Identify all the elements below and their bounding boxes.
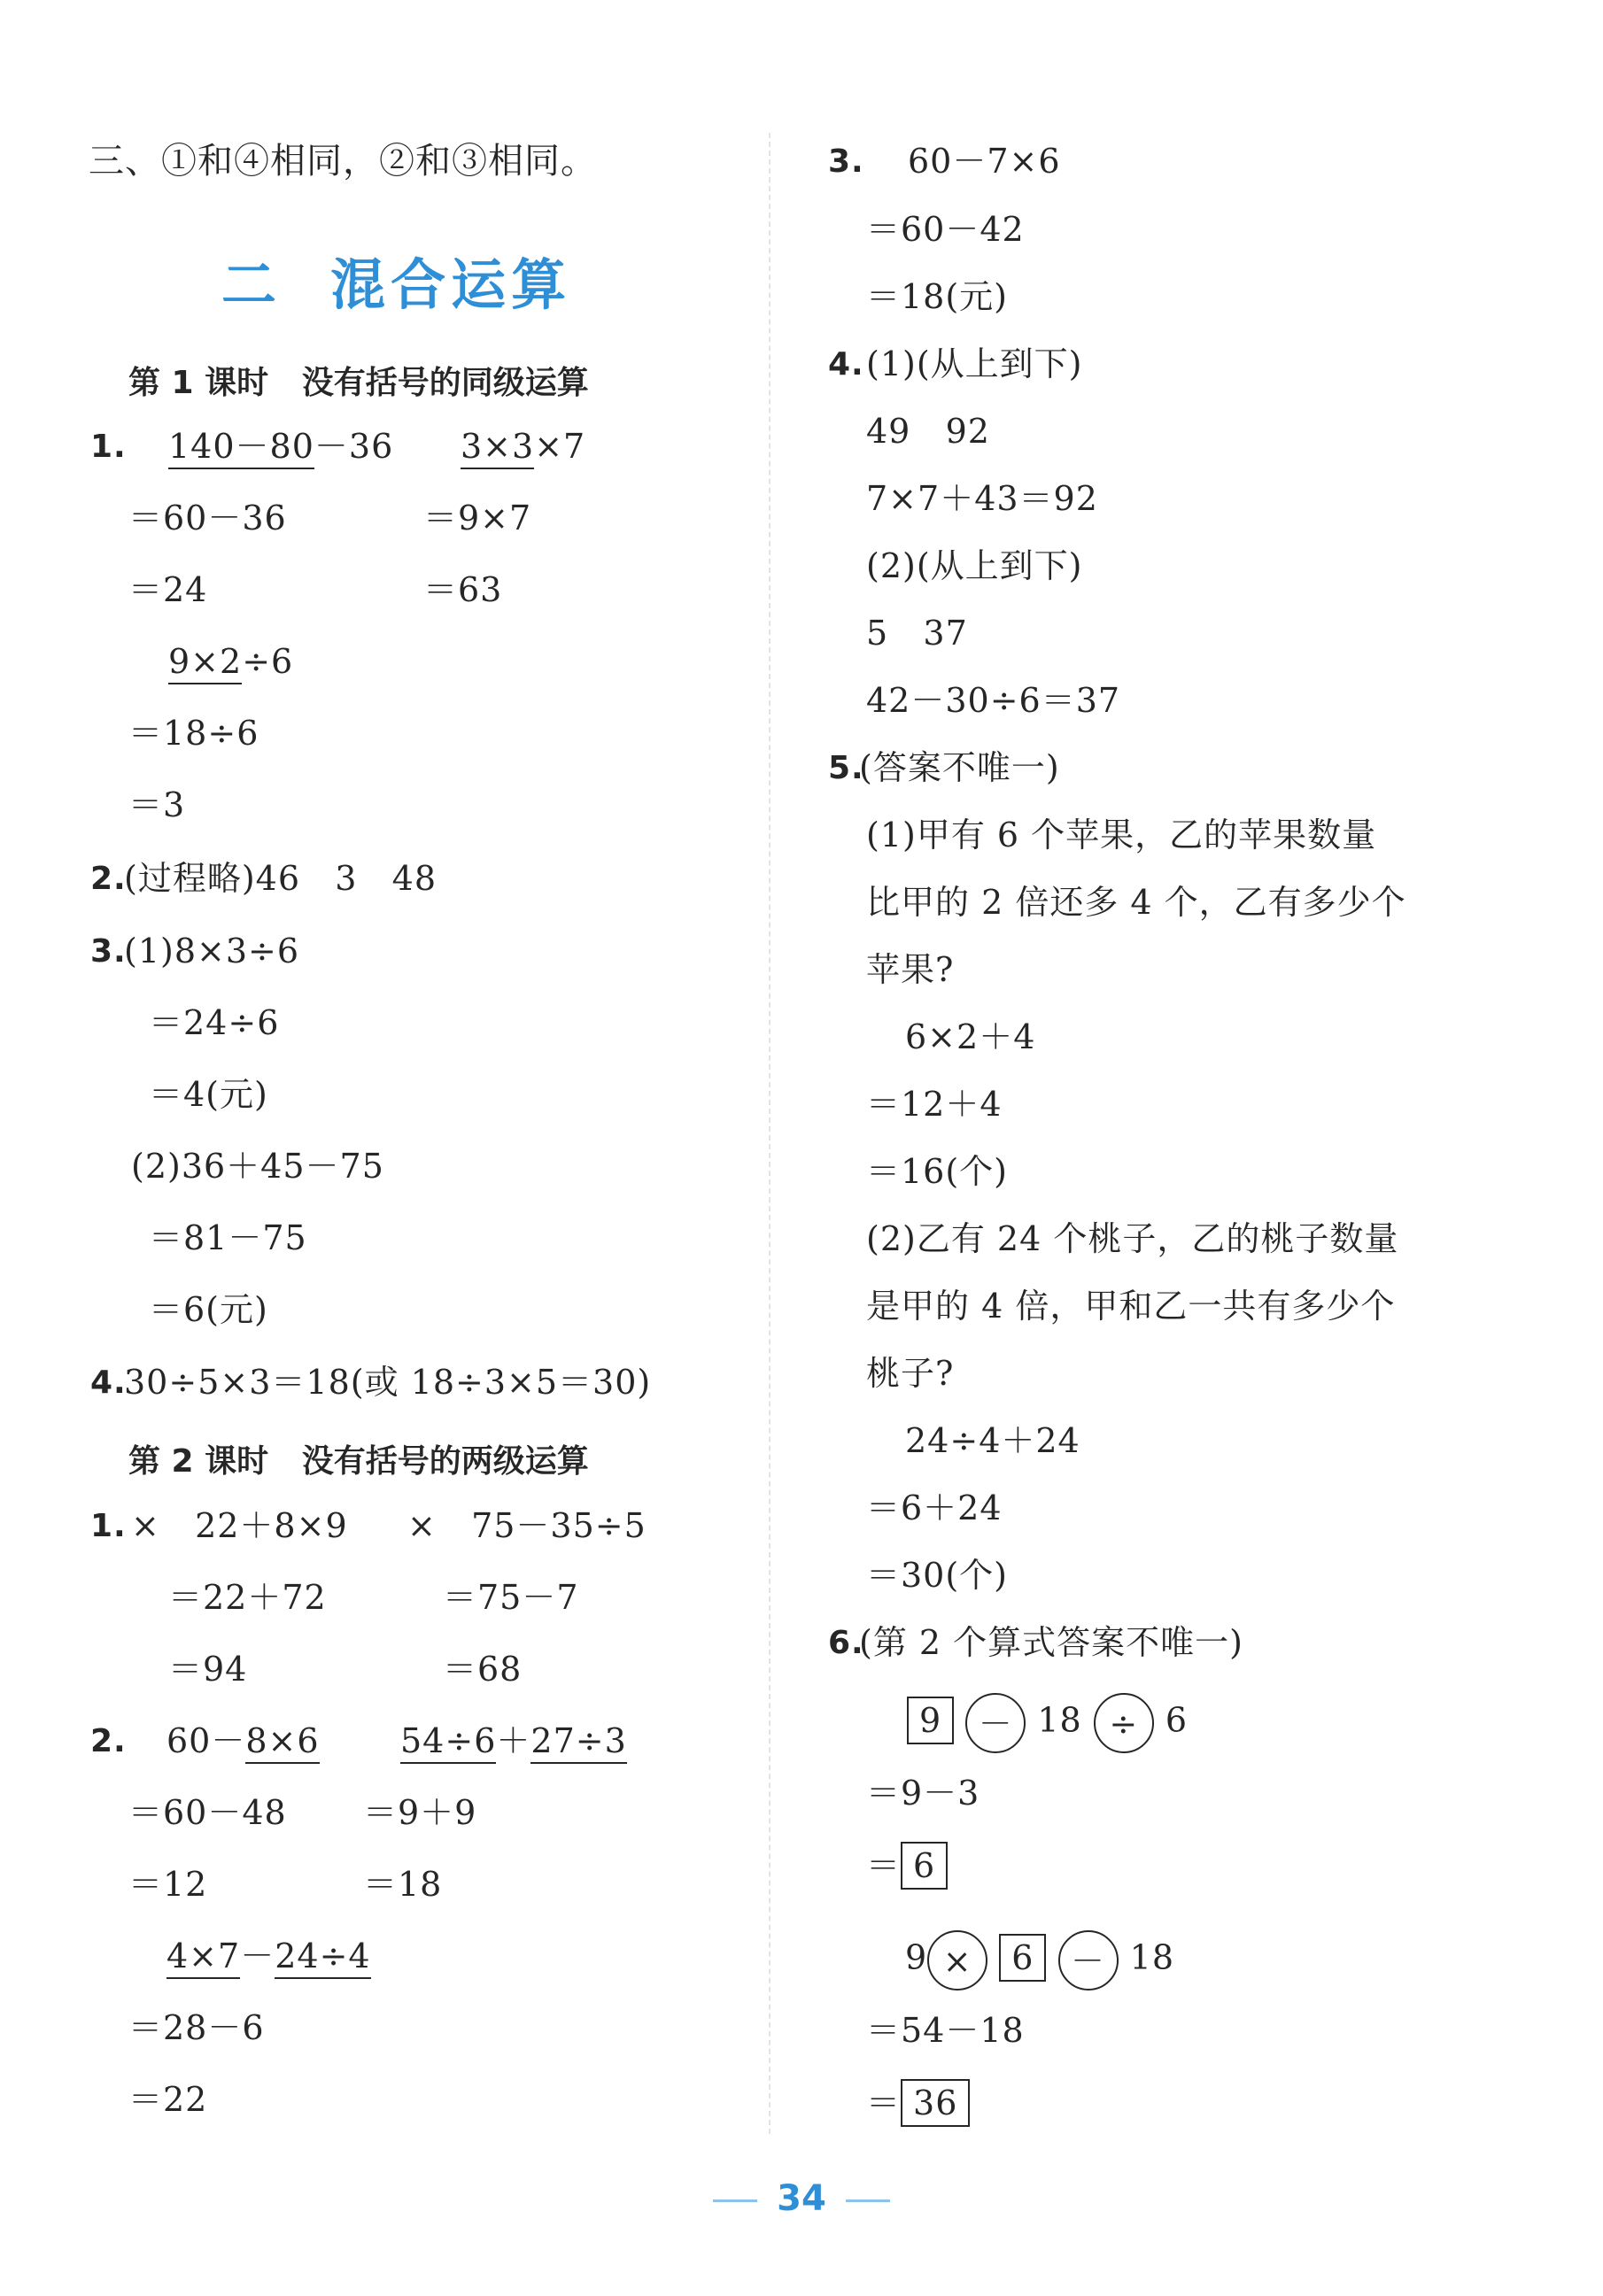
l2-q1-number: 1. — [90, 1508, 127, 1544]
r-q5-p1-line3: 苹果? — [866, 950, 955, 989]
l2-q1-b-step2: ＝68 — [443, 1650, 523, 1689]
column-divider — [769, 133, 771, 2134]
underline-part: 54÷6 — [400, 1721, 496, 1764]
l2-q2-expr-a — [166, 1721, 320, 1760]
answer-box: 6 — [901, 1842, 948, 1890]
r-q5-p2-expr: 24÷4＋24 — [905, 1421, 1080, 1460]
l1-q3-part1: (1)8×3÷6 — [124, 932, 300, 970]
r-q5-p2-line2: 是甲的 4 倍，甲和乙一共有多少个 — [866, 1287, 1396, 1326]
expr-number: 18 — [1129, 1937, 1175, 1977]
r-q5-p2-line3: 桃子? — [866, 1354, 955, 1393]
r-q6-expr2-step1: ＝54－18 — [866, 2011, 1025, 2050]
r-q5-head: (答案不唯一) — [859, 748, 1060, 787]
r-q6-number: 6. — [828, 1625, 864, 1661]
l1-q1-c-step2: ＝3 — [128, 785, 186, 824]
l1-q3-part2: (2)36＋45－75 — [131, 1147, 384, 1186]
l2-q2-c-step1: ＝28－6 — [128, 2008, 265, 2047]
lesson2-title: 第 2 课时 没有括号的两级运算 — [128, 1443, 589, 1480]
expr-rest: ÷6 — [242, 642, 294, 681]
r-q5-number: 5. — [828, 750, 864, 786]
expr-rest: －36 — [314, 427, 394, 466]
underline-part: 4×7 — [166, 1937, 240, 1979]
l2-q2-number: 2. — [90, 1723, 127, 1759]
expr-number: 18 — [1037, 1700, 1082, 1740]
l1-q4-number: 4. — [90, 1364, 127, 1401]
r-q6-expr1 — [907, 1693, 1188, 1753]
r-q5-p2-step1: ＝6＋24 — [866, 1488, 1003, 1527]
l2-q2-expr-c — [166, 1939, 371, 1973]
l1-q2-answer: (过程略)46 3 48 — [124, 859, 438, 898]
l1-q1-b-step2: ＝63 — [423, 570, 503, 609]
r-q4-part1: (1)(从上到下) — [866, 344, 1083, 383]
underline-part: 9×2 — [168, 642, 242, 684]
section-title: 二 混合运算 — [221, 252, 572, 317]
r-q3-expr: 60－7×6 — [908, 142, 1061, 181]
answer-box: 6 — [999, 1934, 1046, 1982]
l1-q1-a-step1: ＝60－36 — [128, 499, 287, 537]
page-number-dash-left — [713, 2199, 757, 2202]
r-q4-part1-equation: 7×7＋43＝92 — [866, 479, 1098, 518]
r-q5-p1-line1: (1)甲有 6 个苹果，乙的苹果数量 — [866, 816, 1377, 854]
r-q3-number: 3. — [828, 143, 864, 180]
l1-q3-part1-step2: ＝4(元) — [149, 1075, 268, 1114]
l2-q2-b-step1: ＝9＋9 — [363, 1793, 477, 1832]
answer-box: 36 — [901, 2079, 970, 2127]
l2-q2-c-step2: ＝22 — [128, 2080, 208, 2119]
r-q3-step2: ＝18(元) — [866, 277, 1009, 316]
l1-q1-c-step1: ＝18÷6 — [128, 714, 259, 753]
operator-circle: － — [1058, 1930, 1119, 1991]
l1-q4-answer: 30÷5×3＝18(或 18÷3×5＝30) — [124, 1363, 652, 1402]
expr-number: 9 — [905, 1937, 928, 1977]
l1-q1-expr-c — [168, 642, 294, 681]
l1-q1-expr-b — [461, 427, 586, 466]
r-q3-step1: ＝60－42 — [866, 210, 1025, 249]
r-q5-p1-step2: ＝16(个) — [866, 1152, 1009, 1191]
answer-box: 9 — [907, 1697, 954, 1744]
equals-sign: ＝ — [866, 1846, 902, 1885]
l2-q2-b-step2: ＝18 — [363, 1865, 443, 1904]
equals-sign: ＝ — [866, 2083, 902, 2122]
r-q4-number: 4. — [828, 346, 864, 383]
operator-circle: － — [965, 1693, 1026, 1753]
r-q6-expr2-result — [866, 2079, 970, 2127]
l1-q1-number: 1. — [90, 429, 127, 465]
r-q6-expr1-result — [866, 1842, 948, 1890]
l1-q3-part2-step1: ＝81－75 — [149, 1218, 307, 1257]
l1-q1-expr-a — [168, 427, 394, 466]
lesson1-title: 第 1 课时 没有括号的同级运算 — [128, 365, 589, 401]
r-q5-p1-expr: 6×2＋4 — [905, 1017, 1036, 1056]
underline-part: 3×3 — [461, 427, 534, 469]
expr-number: 6 — [1165, 1700, 1189, 1740]
l2-q1-expr-b: × 75－35÷5 — [407, 1506, 647, 1545]
expr-rest: ×7 — [534, 427, 586, 466]
underline-part: 8×6 — [245, 1721, 319, 1764]
intro-answer: 三、①和④相同，②和③相同。 — [89, 141, 597, 182]
page-number-dash-right — [846, 2199, 890, 2202]
page-number-text: 34 — [777, 2178, 826, 2219]
l2-q1-expr-a: × 22＋8×9 — [131, 1506, 348, 1545]
l1-q1-b-step1: ＝9×7 — [423, 499, 532, 537]
r-q5-p2-step2: ＝30(个) — [866, 1556, 1009, 1595]
r-q4-part2-equation: 42－30÷6＝37 — [866, 681, 1121, 720]
l1-q1-a-step2: ＝24 — [128, 570, 208, 609]
underline-part: 24÷4 — [275, 1937, 370, 1979]
r-q4-part2-values: 5 37 — [866, 614, 968, 653]
l1-q3-number: 3. — [90, 933, 127, 970]
l2-q2-expr-b — [400, 1721, 627, 1760]
expr-part: 60－ — [166, 1721, 246, 1760]
operator-circle: ÷ — [1094, 1693, 1154, 1753]
page-number — [0, 2178, 1603, 2219]
r-q5-p1-step1: ＝12＋4 — [866, 1085, 1003, 1124]
r-q4-part1-values: 49 92 — [866, 412, 990, 451]
r-q6-expr2 — [905, 1930, 1174, 1991]
expr-part: ＋ — [496, 1721, 531, 1760]
r-q5-p2-line1: (2)乙有 24 个桃子，乙的桃子数量 — [866, 1219, 1399, 1258]
l2-q1-a-step2: ＝94 — [168, 1650, 248, 1689]
l1-q3-part2-step2: ＝6(元) — [149, 1290, 268, 1329]
r-q6-expr1-step1: ＝9－3 — [866, 1774, 980, 1813]
l2-q2-a-step1: ＝60－48 — [128, 1793, 287, 1832]
l2-q2-a-step2: ＝12 — [128, 1865, 208, 1904]
r-q4-part2: (2)(从上到下) — [866, 546, 1083, 585]
underline-part: 140－80 — [168, 427, 314, 469]
operator-circle: × — [927, 1930, 987, 1991]
r-q6-head: (第 2 个算式答案不唯一) — [859, 1623, 1243, 1662]
l1-q2-number: 2. — [90, 861, 127, 897]
l2-q1-b-step1: ＝75－7 — [443, 1578, 579, 1617]
r-q5-p1-line2: 比甲的 2 倍还多 4 个，乙有多少个 — [866, 883, 1406, 922]
l1-q3-part1-step1: ＝24÷6 — [149, 1003, 280, 1042]
expr-part: － — [240, 1937, 275, 1975]
underline-part: 27÷3 — [530, 1721, 626, 1764]
l2-q1-a-step1: ＝22＋72 — [168, 1578, 327, 1617]
